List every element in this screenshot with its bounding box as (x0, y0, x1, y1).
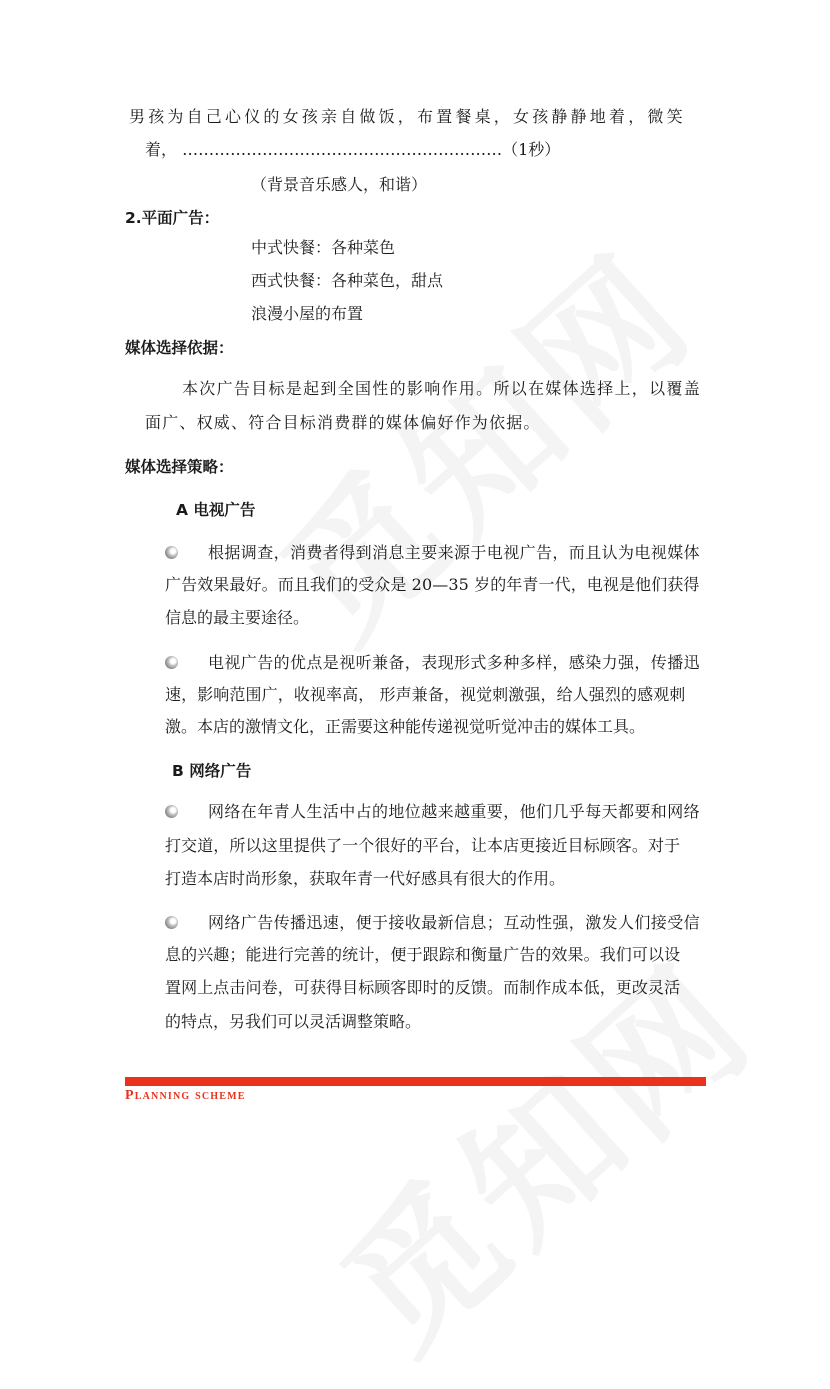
watermark (229, 197, 730, 679)
list-item: 中式快餐：各种菜色 (251, 238, 396, 257)
section-heading: 2.平面广告： (125, 209, 220, 227)
round-bullet-icon (165, 546, 178, 559)
body-text-line: 面广、权威、符合目标消费群的媒体偏好作为依据。 (145, 413, 541, 432)
footer-label: Planning scheme (125, 1088, 246, 1103)
section-heading: 媒体选择策略： (125, 458, 234, 476)
body-text-line: 的特点，另我们可以灵活调整策略。 (165, 1012, 422, 1031)
round-bullet-icon (165, 656, 178, 669)
body-text-line: 着， ……………………………………………………（1秒） (145, 140, 561, 159)
round-bullet-icon (165, 805, 178, 818)
subsection-heading: A 电视广告 (176, 501, 256, 519)
section-heading: 媒体选择依据： (125, 339, 234, 357)
body-text-line: 速，影响范围广，收视率高， 形声兼备，视觉刺激强，给人强烈的感观刺 (165, 685, 686, 704)
body-text-line: 激。本店的激情文化，正需要这种能传递视觉听觉冲击的媒体工具。 (165, 717, 646, 736)
body-text-line: 置网上点击问卷，可获得目标顾客即时的反馈。而制作成本低，更改灵活 (165, 978, 681, 997)
body-text-line: 网络广告传播迅速，便于接收最新信息；互动性强，激发人们接受信 (165, 913, 700, 933)
round-bullet-icon (165, 916, 178, 929)
body-text-line: 网络在年青人生活中占的地位越来越重要，他们几乎每天都要和网络 (165, 802, 700, 822)
body-text-line: （背景音乐感人，和谐） (251, 175, 428, 194)
subsection-heading: B 网络广告 (172, 762, 252, 780)
footer-accent-bar (125, 1077, 706, 1086)
body-text-line: 打交道，所以这里提供了一个很好的平台，让本店更接近目标顾客。对于 (165, 836, 681, 855)
body-text-line: 电视广告的优点是视听兼备，表现形式多种多样，感染力强，传播迅 (165, 653, 700, 673)
list-item: 西式快餐：各种菜色，甜点 (251, 271, 444, 290)
list-item: 浪漫小屋的布置 (251, 304, 364, 323)
body-text-line: 信息的最主要途径。 (165, 608, 310, 627)
body-text-line: 男孩为自己心仪的女孩亲自做饭，布置餐桌，女孩静静地着，微笑 (129, 107, 686, 126)
body-text-line: 打造本店时尚形象，获取年青一代好感具有很大的作用。 (165, 869, 566, 888)
body-text-line: 根据调查，消费者得到消息主要来源于电视广告，而且认为电视媒体 (165, 543, 700, 563)
body-text-line: 本次广告目标是起到全国性的影响作用。所以在媒体选择上，以覆盖 (182, 379, 702, 398)
body-text-line: 广告效果最好。而且我们的受众是 20—35 岁的年青一代，电视是他们获得 (165, 575, 700, 594)
body-text-line: 息的兴趣；能进行完善的统计，便于跟踪和衡量广告的效果。我们可以设 (165, 945, 681, 964)
